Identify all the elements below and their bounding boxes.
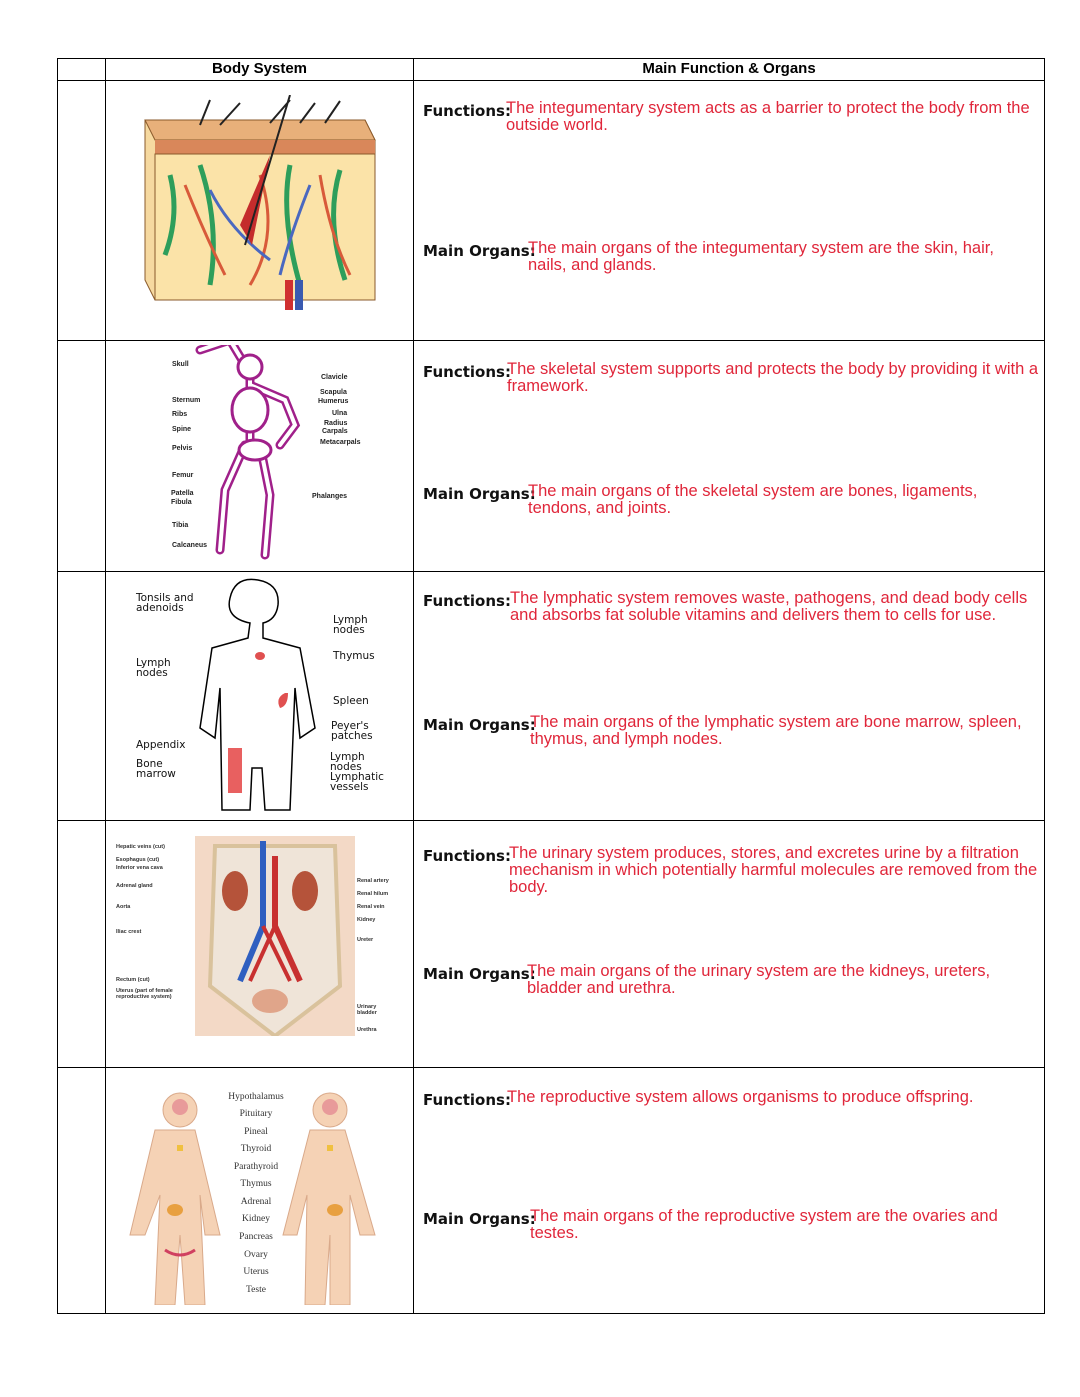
diagram-label: Humerus — [318, 398, 349, 405]
diagram-label: Uterus (part of female reproductive system) — [116, 988, 173, 1000]
diagram-label: Iliac crest — [116, 929, 142, 935]
diagram-label: Lymph nodes — [333, 614, 368, 636]
diagram-label: Kidney — [242, 1214, 270, 1224]
diagram-label: Renal vein — [357, 904, 385, 910]
functions-text: The lymphatic system removes waste, pathogens, and dead body cells and absorbs fat soluble vitamins and delivers them to cells for use. — [510, 589, 1028, 624]
skeleton-diagram — [190, 345, 310, 565]
main-organs-label: Main Organs: — [423, 1210, 536, 1228]
diagram-label: Spine — [172, 426, 192, 433]
diagram-label: Urinary bladder — [357, 1004, 377, 1016]
header-body-system: Body System — [211, 60, 308, 77]
diagram-label: Teste — [246, 1285, 266, 1295]
lymphatic-diagram — [190, 578, 330, 813]
functions-label: Functions: — [423, 847, 511, 865]
main-organs-text: The main organs of the skeletal system are bones, ligaments, tendons, and joints. — [528, 482, 978, 517]
main-organs-text: The main organs of the reproductive system are the ovaries and testes. — [530, 1207, 998, 1242]
skin-diagram — [140, 95, 380, 325]
functions-label: Functions: — [423, 102, 511, 120]
diagram-label: Pineal — [244, 1127, 268, 1137]
diagram-label: Thymus — [240, 1179, 272, 1189]
main-organs-label: Main Organs: — [423, 716, 536, 734]
diagram-label: Bone marrow — [136, 758, 176, 780]
diagram-label: Sternum — [172, 397, 201, 404]
diagram-label: Lymph nodes — [330, 751, 365, 773]
diagram-label: Adrenal gland — [116, 883, 153, 889]
diagram-label: Phalanges — [312, 493, 348, 500]
diagram-label: Spleen — [333, 695, 369, 707]
diagram-label: Metacarpals — [320, 439, 361, 446]
diagram-label: Ovary — [244, 1250, 268, 1260]
diagram-label: Pituitary — [239, 1109, 273, 1119]
main-organs-text: The main organs of the lymphatic system are bone marrow, spleen, thymus, and lymph nodes. — [530, 713, 1022, 748]
functions-text: The integumentary system acts as a barrier to protect the body from the outside world. — [506, 99, 1030, 134]
diagram-label: Hepatic veins (cut) — [116, 844, 165, 850]
diagram-label: Rectum (cut) — [116, 977, 150, 983]
diagram-label: Clavicle — [321, 374, 348, 381]
functions-text: The skeletal system supports and protects the body by providing it with a framework. — [507, 360, 1039, 395]
diagram-label: Ribs — [172, 411, 188, 418]
main-organs-text: The main organs of the urinary system are the kidneys, ureters, bladder and urethra. — [527, 962, 991, 997]
diagram-label: Inferior vena cava — [116, 865, 163, 871]
diagram-label: Ureter — [357, 937, 374, 943]
diagram-label: Lymph nodes — [136, 657, 171, 679]
diagram-label: Hypothalamus — [228, 1092, 284, 1102]
diagram-label: Aorta — [116, 904, 131, 910]
diagram-label: Femur — [172, 472, 194, 479]
functions-text: The urinary system produces, stores, and excretes urine by a filtration mechanism in which potentially harmful molecules are removed from the body. — [509, 844, 1038, 896]
functions-label: Functions: — [423, 592, 511, 610]
diagram-label: Uterus — [243, 1267, 269, 1277]
diagram-label: Thyroid — [240, 1144, 272, 1154]
diagram-label: Calcaneus — [172, 542, 208, 549]
diagram-label: Pancreas — [239, 1232, 273, 1242]
diagram-label: Fibula — [171, 499, 192, 506]
diagram-label: Carpals — [322, 428, 348, 435]
main-organs-label: Main Organs: — [423, 485, 536, 503]
diagram-label: Tibia — [172, 522, 189, 529]
diagram-label: Pelvis — [172, 445, 193, 452]
diagram-label: Radius — [324, 420, 348, 427]
main-organs-text: The main organs of the integumentary system are the skin, hair, nails, and glands. — [528, 239, 994, 274]
diagram-label: Tonsils and adenoids — [136, 592, 194, 614]
diagram-label: Scapula — [320, 389, 347, 396]
main-organs-label: Main Organs: — [423, 965, 536, 983]
diagram-label: Ulna — [332, 410, 348, 417]
diagram-label: Kidney — [357, 917, 376, 923]
diagram-label: Skull — [172, 361, 189, 368]
diagram-label: Patella — [171, 490, 194, 497]
diagram-label: Parathyroid — [233, 1162, 279, 1172]
main-organs-label: Main Organs: — [423, 242, 536, 260]
diagram-label: Esophagus (cut) — [116, 857, 160, 863]
diagram-label: Peyer's patches — [331, 720, 373, 742]
functions-label: Functions: — [423, 363, 511, 381]
diagram-label: Lymphatic vessels — [330, 771, 384, 793]
diagram-label: Thymus — [333, 650, 375, 662]
header-main-function: Main Function & Organs — [642, 60, 816, 77]
diagram-label: Adrenal — [240, 1197, 272, 1207]
diagram-label: Renal hilum — [357, 891, 389, 897]
functions-text: The reproductive system allows organisms to produce offspring. — [507, 1088, 974, 1106]
diagram-label: Urethra — [357, 1027, 377, 1033]
diagram-label: Appendix — [136, 739, 186, 751]
urinary-diagram — [195, 836, 355, 1036]
diagram-label: Renal artery — [357, 878, 389, 884]
functions-label: Functions: — [423, 1091, 511, 1109]
